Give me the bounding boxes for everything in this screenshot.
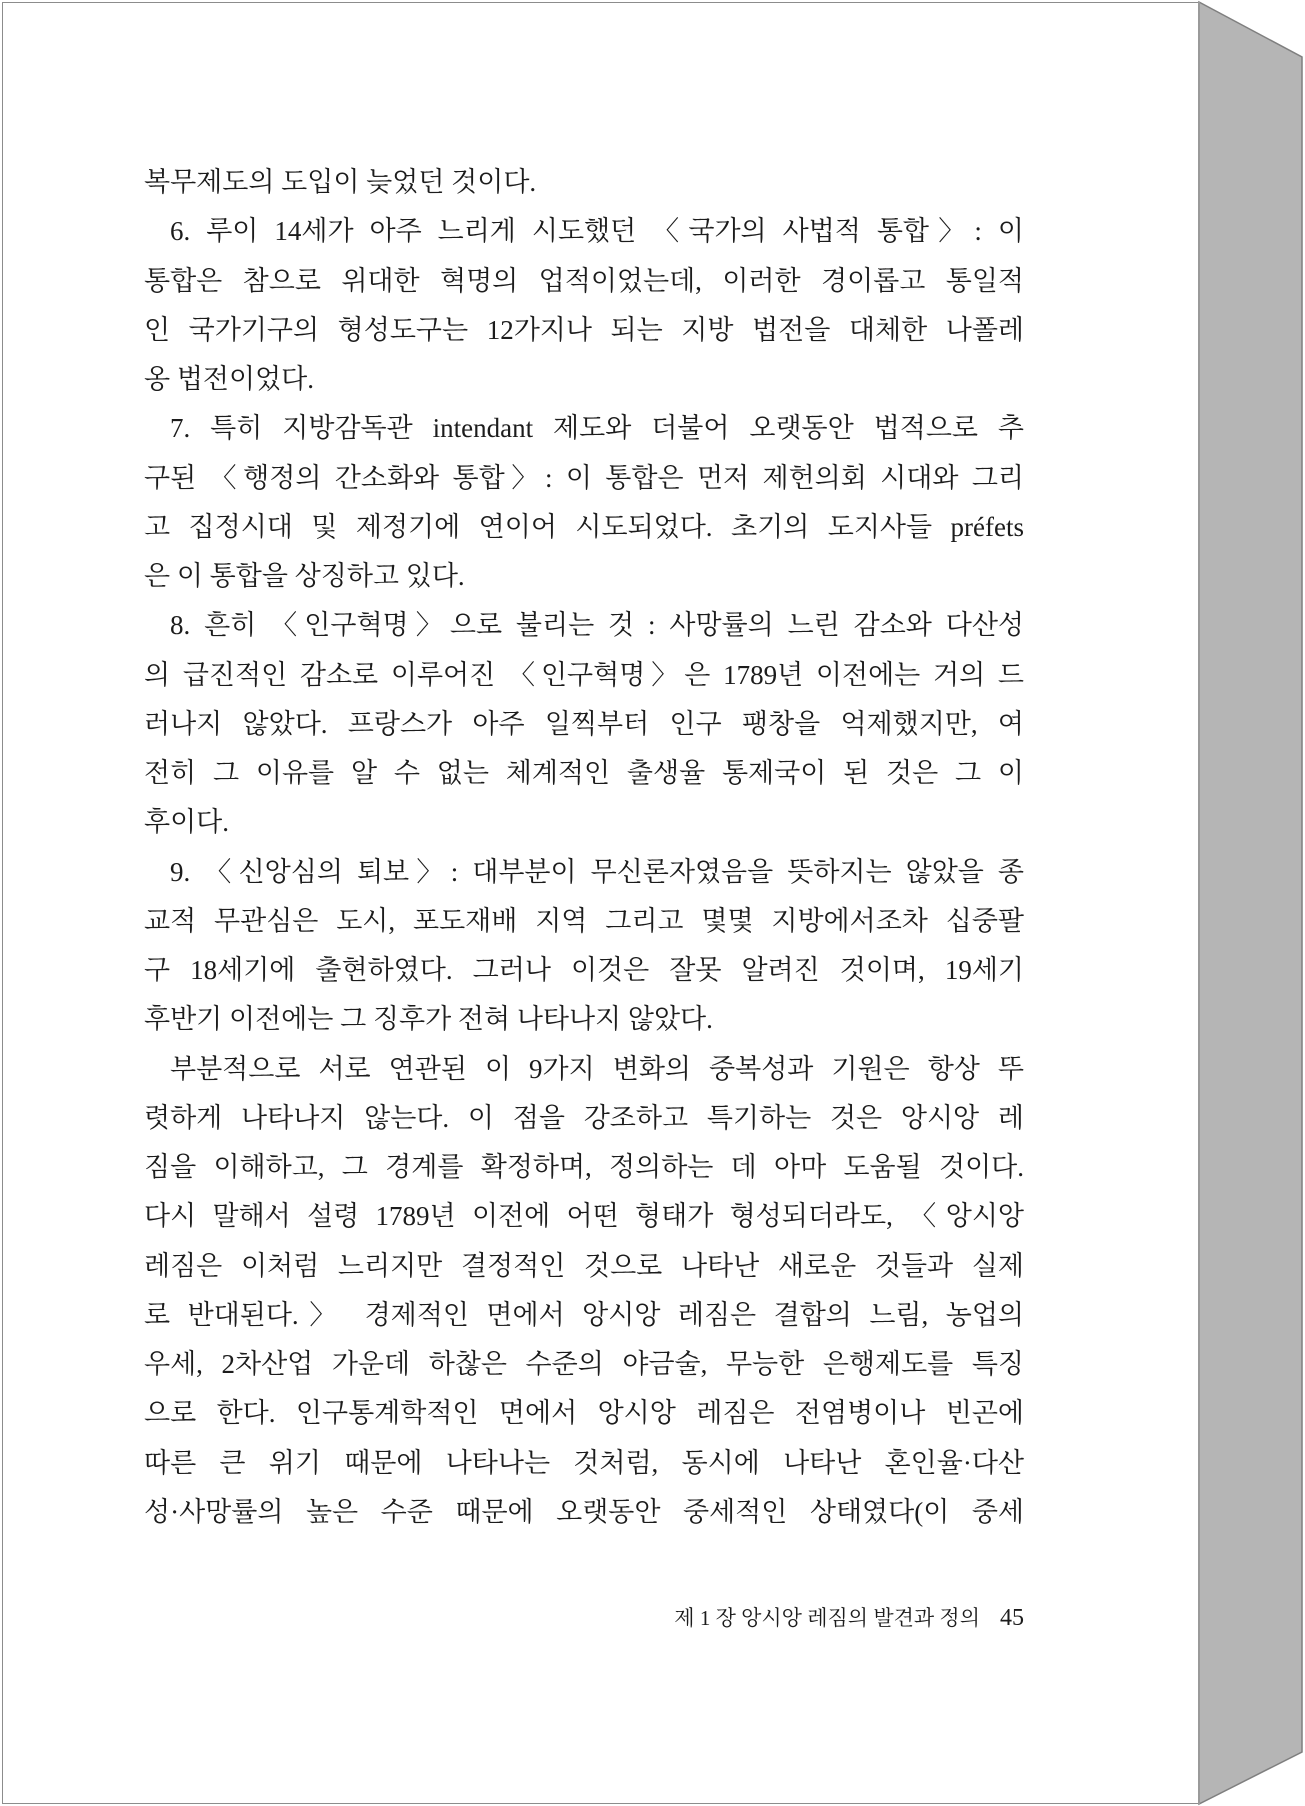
text-line: 성·사망률의 높은 수준 때문에 오랫동안 중세적인 상태였다(이 중세 — [144, 1496, 1024, 1527]
text-line: 따른 큰 위기 때문에 나타나는 것처럼, 동시에 나타난 혼인율·다산 — [144, 1447, 1024, 1478]
text-line: 8. 흔히 〈인구혁명〉으로 불리는 것 : 사망률의 느린 감소와 다산성 — [170, 610, 1024, 641]
text-line: 6. 루이 14세가 아주 느리게 시도했던 〈국가의 사법적 통합〉: 이 — [170, 216, 1024, 247]
text-line: 9. 〈신앙심의 퇴보〉: 대부분이 무신론자였음을 뜻하지는 않았을 종 — [170, 856, 1024, 887]
text-line: 복무제도의 도입이 늦었던 것이다. — [144, 167, 537, 197]
text-line: 전히 그 이유를 알 수 없는 체계적인 출생율 통제국이 된 것은 그 이 — [144, 758, 1024, 788]
text-line: 후이다. — [144, 807, 229, 838]
text-line: 은 이 통합을 상징하고 있다. — [144, 561, 465, 591]
text-line: 의 급진적인 감소로 이루어진 〈인구혁명〉은 1789년 이전에는 거의 드 — [144, 659, 1024, 690]
book-edge-side — [1199, 2, 1302, 1804]
page-number: 45 — [1000, 1605, 1024, 1631]
text-line: 로 반대된다.〉 경제적인 면에서 앙시앙 레짐은 결합의 느림, 농업의 — [144, 1299, 1024, 1330]
text-line: 으로 한다. 인구통계학적인 면에서 앙시앙 레짐은 전염병이나 빈곤에 — [144, 1398, 1024, 1429]
text-line: 후반기 이전에는 그 징후가 전혀 나타나지 않았다. — [144, 1004, 713, 1035]
text-line: 다시 말해서 설령 1789년 이전에 어떤 형태가 형성되더라도, 〈앙시앙 — [144, 1201, 1024, 1232]
text-line: 교적 무관심은 도시, 포도재배 지역 그리고 몇몇 지방에서조차 십중팔 — [144, 905, 1024, 936]
text-line: 러나지 않았다. 프랑스가 아주 일찍부터 인구 팽창을 억제했지만, 여 — [144, 708, 1024, 739]
text-line: 7. 특히 지방감독관 intendant 제도와 더불어 오랫동안 법적으로 추 — [170, 413, 1024, 444]
text-line: 렷하게 나타나지 않는다. 이 점을 강조하고 특기하는 것은 앙시앙 레 — [144, 1102, 1024, 1133]
text-line: 통합은 참으로 위대한 혁명의 업적이었는데, 이러한 경이롭고 통일적 — [144, 265, 1024, 296]
text-line: 짐을 이해하고, 그 경계를 확정하며, 정의하는 데 아마 도움될 것이다. — [144, 1152, 1024, 1182]
text-line: 우세, 2차산업 가운데 하찮은 수준의 야금술, 무능한 은행제도를 특징 — [144, 1349, 1024, 1379]
text-line: 부분적으로 서로 연관된 이 9가지 변화의 중복성과 기원은 항상 뚜 — [170, 1053, 1024, 1084]
text-line: 구 18세기에 출현하였다. 그러나 이것은 잘못 알려진 것이며, 19세기 — [144, 955, 1024, 985]
text-line: 옹 법전이었다. — [144, 364, 314, 394]
text-line: 레짐은 이처럼 느리지만 결정적인 것으로 나타난 새로운 것들과 실제 — [144, 1250, 1024, 1281]
text-line: 인 국가기구의 형성도구는 12가지나 되는 지방 법전을 대체한 나폴레 — [144, 314, 1024, 345]
chapter-title: 제 1 장 앙시앙 레짐의 발견과 정의 — [674, 1606, 980, 1630]
text-line: 구된 〈행정의 간소화와 통합〉: 이 통합은 먼저 제헌의회 시대와 그리 — [144, 462, 1024, 493]
text-line: 고 집정시대 및 제정기에 연이어 시도되었다. 초기의 도지사들 préfets — [144, 511, 1024, 542]
